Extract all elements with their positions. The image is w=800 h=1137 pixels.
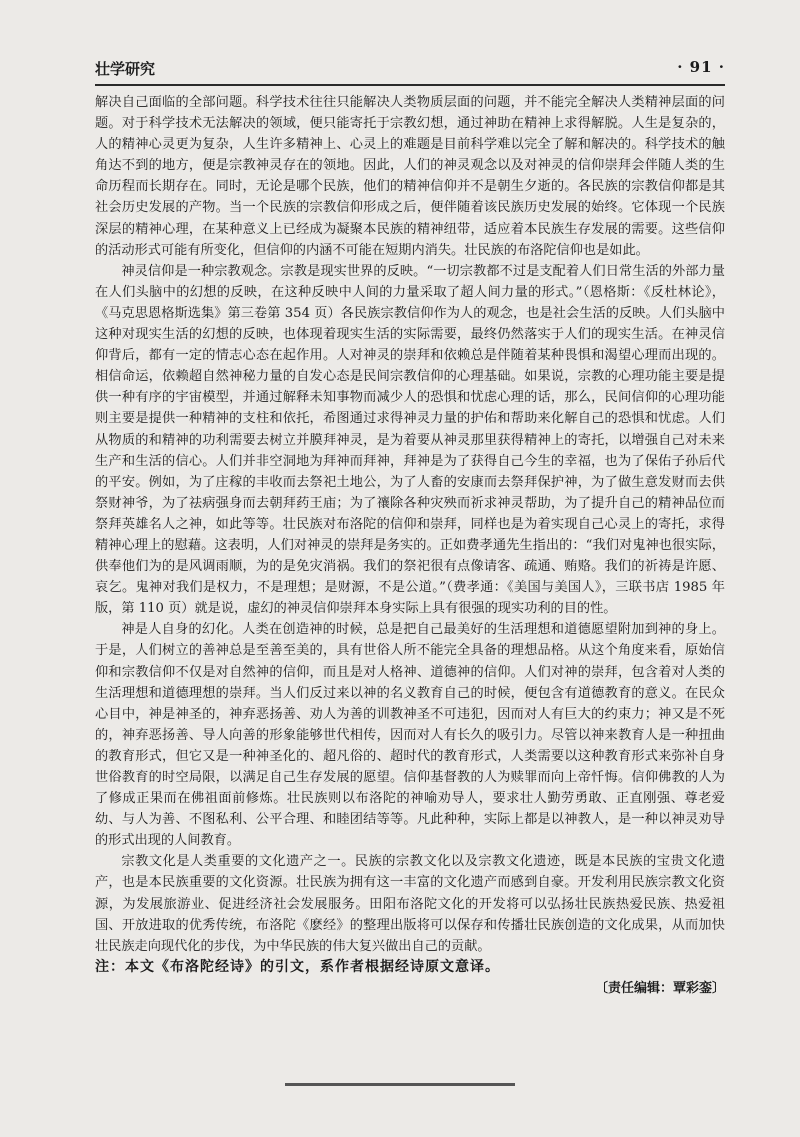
page-number: · 91 ·	[677, 58, 725, 76]
paragraph-deity: 神是人自身的幻化。人类在创造神的时候，总是把自己最美好的生活理想和道德愿望附加到神的身上。于是，人们树立的善神总是至善至美的，具有世俗人所不能完全具备的理想品格。从这个角度来看，原始信仰和宗教信仰不仅是对自然神的信仰，而且是对人格神、道德神的信仰。人们对神的崇拜，包含着对人类的生活理想和道德理想的崇拜。当人们反过来以神的名义教育自己的时候，便包含有道德教育的意义。在民众心目中，神是神圣的，神弃恶扬善、劝人为善的训教神圣不可违犯，因而对人有巨大的约束力；神又是不死的，神弃恶扬善、导人向善的形象能够世代相传，因而对人有长久的吸引力。尽管以神来教育人是一种扭曲的教育形式，但它又是一种神圣化的、超凡俗的、超时代的教育形式，人类需要以这种教育形式来弥补自身世俗教育的时空局限，以满足自己生存发展的愿望。信仰基督教的人为赎罪而向上帝忏悔。信仰佛教的人为了修成正果而在佛祖面前修炼。壮民族则以布洛陀的神喻劝导人，要求壮人勤劳勇敢、正直刚强、尊老爱幼、与人为善、不图私利、公平合理、和睦团结等等。凡此种种，实际上都是以神教人，是一种以神灵劝导的形式出现的人间教育。	[95, 622, 725, 849]
article-body	[95, 92, 725, 999]
journal-title: 壮学研究	[95, 60, 156, 78]
paragraph-belief: 神灵信仰是一种宗教观念。宗教是现实世界的反映。“一切宗教都不过是支配着人们日常生活的外部力量在人们头脑中的幻想的反映，在这种反映中人间的力量采取了超人间力量的形式。”（恩格斯：《反杜林论》，《马克思恩格斯选集》第三卷第 354 页）各民族宗教信仰作为人的观念，也是社会生活的反映。人们头脑中这种对现实生活的幻想的反映，也体现着现实生活的实际需要，最终仍然落实于人们的现实生活。在神灵信仰背后，都有一定的情志心态在起作用。人对神灵的崇拜和依赖总是伴随着某种畏惧和渴望心理而出现的。相信命运，依赖超自然神秘力量的自发心态是民间宗教信仰的心理基础。如果说，宗教的心理功能主要是提供一种有序的宇宙模型，并通过解释未知事物而减少人的恐惧和忧虑心理的话，那么，民间信仰的心理功能则主要是提供一种精神的支柱和依托，希图通过求得神灵力量的护佑和帮助来化解自己的恐惧和忧虑。人们从物质的和精神的功利需要去树立并膜拜神灵，是为着要从神灵那里获得精神上的寄托，以增强自己对未来生产和生活的信心。人们并非空洞地为拜神而拜神，拜神是为了获得自己今生的幸福，也为了保佑子孙后代的平安。例如，为了庄稼的丰收而去祭祀土地公，为了人畜的安康而去祭拜保护神，为了做生意发财而去供祭财神爷，为了祛病强身而去朝拜药王庙；为了禳除各种灾殃而祈求神灵帮助，为了提升自己的精神品位而祭拜英雄名人之神，如此等等。壮民族对布洛陀的信仰和崇拜，同样也是为着实现自己心灵上的寄托，求得精神心理上的慰藉。这表明，人们对神灵的崇拜是务实的。正如费孝通先生指出的：“我们对鬼神也很实际，供奉他们为的是风调雨顺，为的是免灾消祸。我们的祭祀很有点像请客、疏通、贿赂。我们的祈祷是许愿、哀乞。鬼神对我们是权力，不是理想；是财源，不是公道。”（费孝通：《美国与美国人》，三联书店 1985 年版，第 110 页）就是说，虚幻的神灵信仰崇拜本身实际上具有很强的现实功利的目的性。	[95, 263, 725, 617]
running-header	[95, 58, 725, 82]
paragraph-continued: 解决自己面临的全部问题。科学技术往往只能解决人类物质层面的问题，并不能完全解决人类精神层面的问题。对于科学技术无法解决的领域，便只能寄托于宗教幻想，通过神助在精神上求得解脱。人生是复杂的，人的精神心灵更为复杂，人生许多精神上、心灵上的难题是目前科学难以完全了解和解决的。科学技术的触角达不到的地方，便是宗教神灵存在的领地。因此，人们的神灵观念以及对神灵的信仰崇拜会伴随人类的生命历程而长期存在。同时，无论是哪个民族，他们的精神信仰并不是朝生夕逝的。各民族的宗教信仰都是其社会历史发展的产物。当一个民族的宗教信仰形成之后，便伴随着该民族历史发展的始终。它体现一个民族深层的精神心理，在某种意义上已经成为凝聚本民族的精神纽带，适应着本民族生存发展的需要。这些信仰的活动形式可能有所变化，但信仰的内涵不可能在短期内消失。壮民族的布洛陀信仰也是如此。	[95, 95, 725, 258]
footer-rule	[285, 1083, 515, 1086]
header-rule	[95, 84, 725, 86]
author-note: 注：本文《布洛陀经诗》的引文，系作者根据经诗原文意译。	[95, 958, 500, 975]
paragraph-heritage: 宗教文化是人类重要的文化遗产之一。民族的宗教文化以及宗教文化遗迹，既是本民族的宝贵文化遗产，也是本民族重要的文化资源。壮民族为拥有这一丰富的文化遗产而感到自豪。开发利用民族宗教文化资源，为发展旅游业、促进经济社会发展服务。田阳布洛陀文化的开发将可以弘扬壮民族热爱民族、热爱祖国、开放进取的优秀传统，布洛陀《麽经》的整理出版将可以保存和传播壮民族创造的文化成果，从而加快壮民族走向现代化的步伐，为中华民族的伟大复兴做出自己的贡献。	[95, 854, 725, 954]
responsible-editor: 〔责任编辑：覃彩銮〕	[594, 980, 725, 996]
